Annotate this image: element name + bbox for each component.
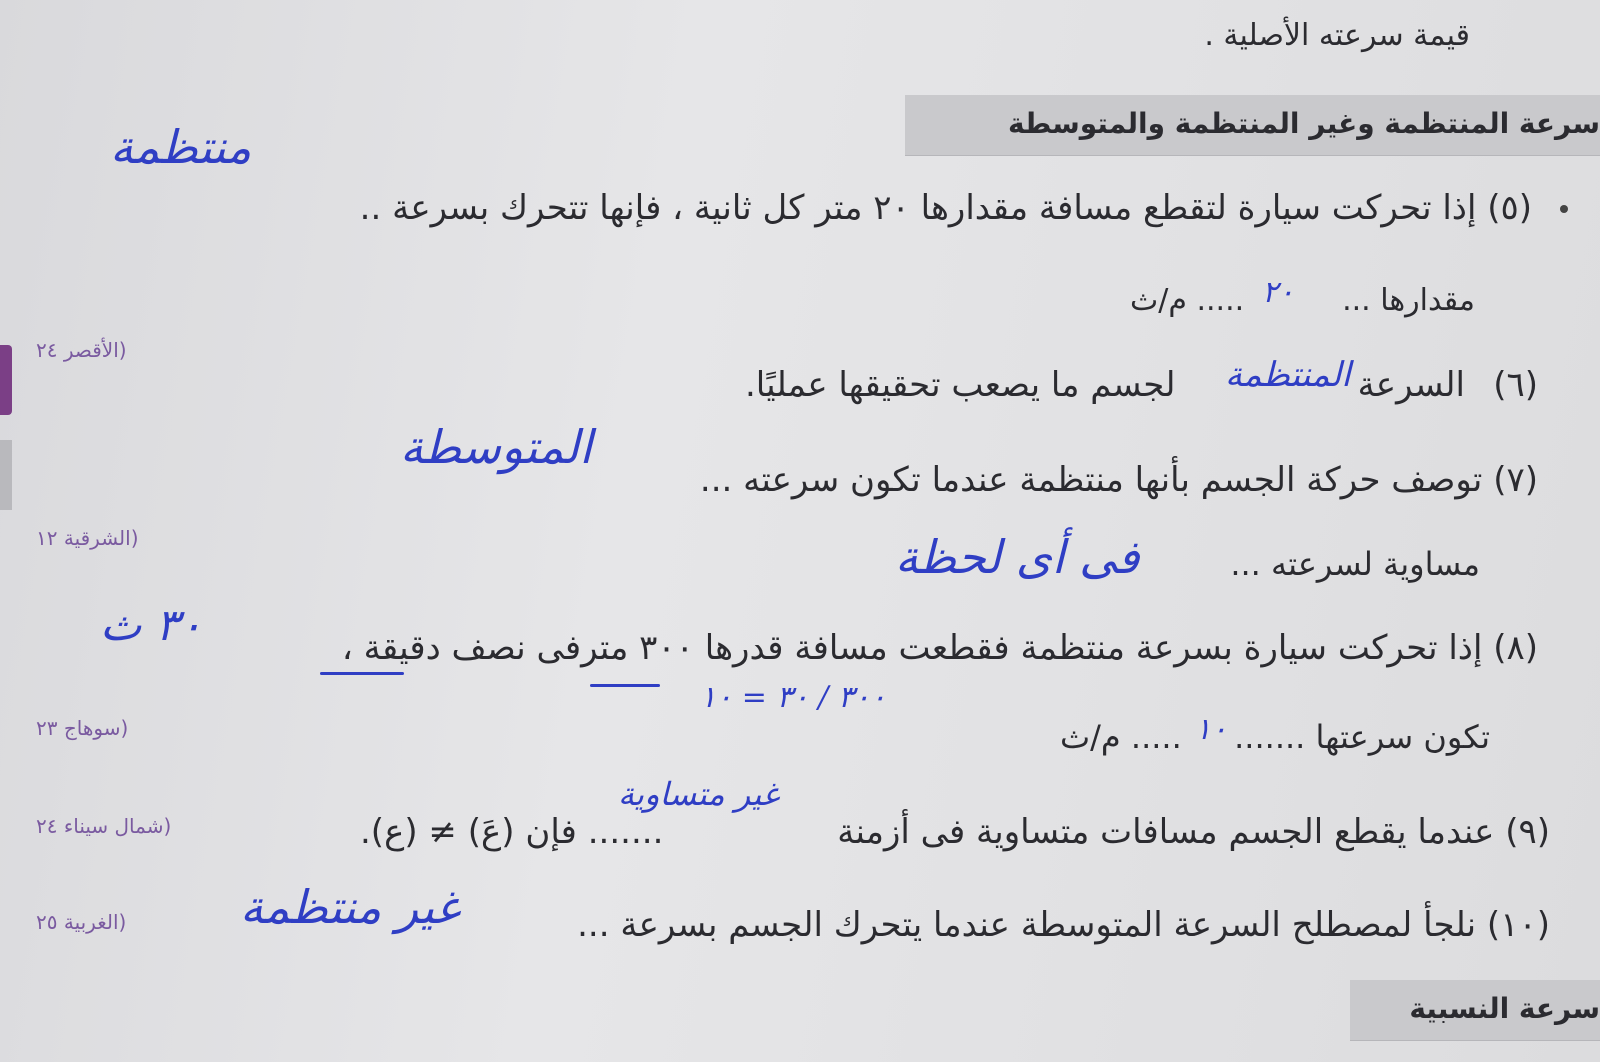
q5-line1: (٥) إذا تحركت سيارة لتقطع مسافة مقدارها ٢٠ متر كل ثانية ، فإنها تتحرك بسرعة ..	[359, 188, 1532, 228]
q10-source-label: (الغربية ٢٥	[36, 910, 127, 934]
q8-line2-suffix: ..... م/ث	[1060, 718, 1182, 756]
top-text-line: قيمة سرعته الأصلية .	[1204, 18, 1470, 53]
q8-underline-duration	[320, 672, 404, 675]
q10-line: (١٠) نلجأ لمصطلح السرعة المتوسطة عندما يتحرك الجسم بسرعة ...	[577, 905, 1550, 945]
q5-line2-prefix: مقدارها ...	[1342, 283, 1475, 318]
q5-source-label: (الأقصر ٢٤	[36, 338, 127, 362]
q8-margin-note: ٣٠ ث	[100, 600, 203, 651]
page-edge-shadow	[0, 440, 12, 510]
q8-line1: (٨) إذا تحركت سيارة بسرعة منتظمة فقطعت مسافة قدرها ٣٠٠ مترفى نصف دقيقة ،	[341, 628, 1538, 668]
q8-line2: تكون سرعتها .......	[1234, 718, 1490, 756]
q9-answer-handwritten: غير متساوية	[618, 775, 779, 813]
q9-after: ....... فإن (عَ) ≠ (ع).	[360, 812, 664, 852]
q8-calculation: ٣٠٠ / ٣٠ = ١٠	[700, 680, 887, 715]
q5-line2-answer: ٢٠	[1262, 275, 1295, 310]
q8-source-label: (سوهاج ٢٣	[36, 716, 129, 740]
q7-source-label: (الشرقية ١٢	[36, 526, 139, 550]
bottom-heading-band	[1350, 980, 1600, 1041]
q8-underline-distance	[590, 684, 660, 687]
q5-line2-suffix: ..... م/ث	[1130, 283, 1245, 318]
q6-before: السرعة	[1357, 365, 1465, 405]
q6-number: (٦)	[1493, 365, 1538, 405]
q7-line1: (٧) توصف حركة الجسم بأنها منتظمة عندما تكون سرعته ...	[699, 460, 1538, 500]
page-tab-marker	[0, 345, 12, 415]
bottom-heading: سرعة النسبية	[1409, 992, 1600, 1025]
q6-answer-handwritten: المنتظمة	[1225, 355, 1351, 395]
q5-answer-handwritten: منتظمة	[110, 120, 252, 174]
q9-before: (٩) عندما يقطع الجسم مسافات متساوية فى أزمنة	[837, 812, 1550, 852]
q8-line2-answer: ١٠	[1195, 712, 1228, 747]
q10-answer-handwritten: غير منتظمة	[240, 880, 460, 934]
section-heading: سرعة المنتظمة وغير المنتظمة والمتوسطة	[1007, 107, 1600, 140]
margin-bullet	[1560, 205, 1568, 213]
q7-line2-answer: فى أى لحظة	[895, 530, 1140, 584]
q6-after: لجسم ما يصعب تحقيقها عمليًا.	[745, 365, 1176, 405]
section-heading-band	[905, 95, 1600, 156]
q9-source-label: (شمال سيناء ٢٤	[36, 814, 172, 838]
q7-line2: مساوية لسرعته ...	[1230, 545, 1480, 583]
q7-answer-handwritten: المتوسطة	[400, 420, 592, 474]
